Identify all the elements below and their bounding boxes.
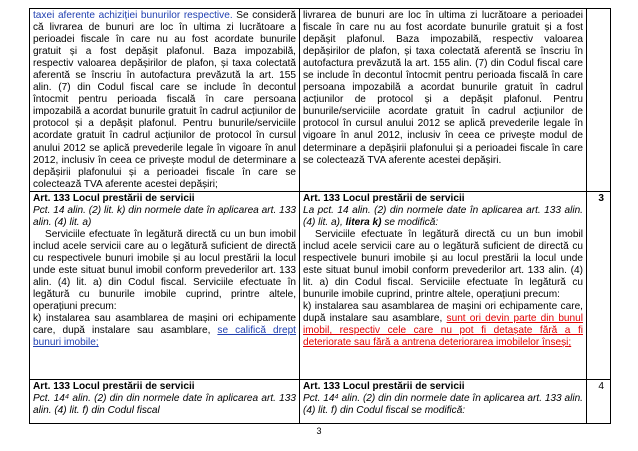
table-row (30, 191, 611, 379)
row1-right-cell (300, 9, 587, 192)
row2-left-item-k-text: k) instalarea sau asamblarea de mașini ori echipamente care, după instalare sau asamblare, (33, 313, 296, 337)
row2-right-item-k-text: k) instalarea sau asamblarea de mașini ori echipamente care, după instalare sau asamblare, (303, 301, 583, 325)
comparison-table (29, 8, 611, 424)
row2-right-subtitle (303, 205, 583, 229)
row2-right-subtitle-bold: litera k) (345, 216, 382, 228)
row1-left-text: Se consideră că livrarea de bunuri are loc în ultima zi lucrătoare a perioadei fiscale în care nu au fost acordate bunurile gratuit și a fost depășit plafonul. Baza impozabilă, respectiv valoarea depășirilor de plafon, și taxa colectată aferentă se înscriu în autofactura prevăzută la art. 155 alin. (7) din Codul fiscal care se include în decontul întocmit pentru perioada fiscală în care persoana impozabilă a acordat bunurile gratuit în cadrul acțiunilor de protocol și a depășit plafonul. Pentru bunurile/serviciile acordate gratuit în cadrul acțiunilor de protocol în cursul anului 2012 se aplică prevederile legale în vigoare în anul 2012, inclusiv în ceea ce privește modul de determinare a depășirii plafonului și a perioadei fiscale în care se colectează TVA aferente acestei depășiri; (33, 10, 296, 190)
row2-right-subtitle-pre: La pct. 14 alin. (2) din normele date în aplicarea art. 133 alin. (4) lit. a), (303, 204, 583, 228)
row2-left-item-k (33, 313, 296, 349)
row1-left-blue-text: taxei aferente achiziției bunurilor respective. (33, 10, 233, 21)
row3-right-cell (300, 379, 587, 423)
row2-left-paragraph: Serviciile efectuate în legătură directă cu un bun imobil includ acele servicii care au o legătură suficient de directă cu respectivele bunuri imobile și au locul prestării la locul unde este situat bunul imobil conform prevederilor art. 133 alin. (4) lit. a) din Codul fiscal. Serviciile efectuate în legătură cu bunurile imobile cuprind, printre altele, operațiuni precum: (33, 228, 296, 313)
row2-left-subtitle: Pct. 14 alin. (2) lit. k) din normele date în aplicarea art. 133 alin. (4) lit. a) (33, 204, 296, 228)
row2-number: 3 (598, 192, 604, 204)
row2-left-title: Art. 133 Locul prestării de servicii (33, 192, 195, 204)
row2-left-item-k-blue: se califică drept bunuri imobile; (33, 325, 296, 349)
row3-right-subtitle: Pct. 14⁴ alin. (2) din din normele date în aplicarea art. 133 alin. (4) lit. f) din Codul fiscal se modifică: (303, 392, 583, 416)
row2-right-item-k (303, 301, 583, 349)
row1-number-cell (587, 9, 611, 192)
row2-number-cell (587, 191, 611, 379)
row3-number-cell (587, 379, 611, 423)
page-number: 3 (316, 426, 322, 436)
row2-right-cell (300, 191, 587, 379)
row3-right-title: Art. 133 Locul prestării de servicii (303, 380, 465, 392)
row2-right-title: Art. 133 Locul prestării de servicii (303, 192, 465, 204)
row2-right-item-k-red: sunt ori devin parte din bunul imobil, respectiv cele care nu pot fi detașate fără a fi deteriorate sau fără a antrena deteriorarea imobilelor înseși; (303, 313, 584, 349)
row1-right-text: livrarea de bunuri are loc în ultima zi lucrătoare a perioadei fiscale în care nu au fost acordate bunurile gratuit și a fost depășit plafonul. Baza impozabilă, respectiv valoarea depășirilor de plafon, și taxa colectată aferentă se înscriu în autofactura prevăzută la art. 155 alin. (7) din Codul fiscal care se include în decontul întocmit pentru perioada fiscală în care persoana impozabilă a acordat bunurile gratuit în cadrul acțiunilor de protocol și a depășit plafonul. Pentru bunurile/serviciile acordate gratuit în cadrul acțiunilor de protocol în cursul anului 2012 se aplică prevederile legale în vigoare în anul 2012, inclusiv în ceea ce privește modul de determinare a depășirii plafonului și a perioadei fiscale în care se colectează TVA aferente acestei depășiri. (303, 10, 583, 166)
row2-right-paragraph: Serviciile efectuate în legătură directă cu un bun imobil includ acele servicii care au o legătură suficient de directă cu respectivele bunuri imobile și au locul prestării la locul unde este situat bunul imobil conform prevederilor art. 133 alin. (4) lit. a) din Codul fiscal. Serviciile efectuate în legătură cu bunurile imobile cuprind, printre altele, operațiuni precum: (303, 228, 583, 301)
table-row (30, 379, 611, 423)
table-row (30, 9, 611, 192)
row3-number: 4 (598, 380, 604, 392)
row2-left-cell (30, 191, 300, 379)
row1-left-cell (30, 9, 300, 192)
row3-left-subtitle: Pct. 14⁴ alin. (2) din din normele date în aplicarea art. 133 alin. (4) lit. f) din Codul fiscal (33, 392, 296, 416)
row2-right-subtitle-post: se modifică: (381, 216, 439, 228)
row3-left-title: Art. 133 Locul prestării de servicii (33, 380, 195, 392)
row3-left-cell (30, 379, 300, 423)
